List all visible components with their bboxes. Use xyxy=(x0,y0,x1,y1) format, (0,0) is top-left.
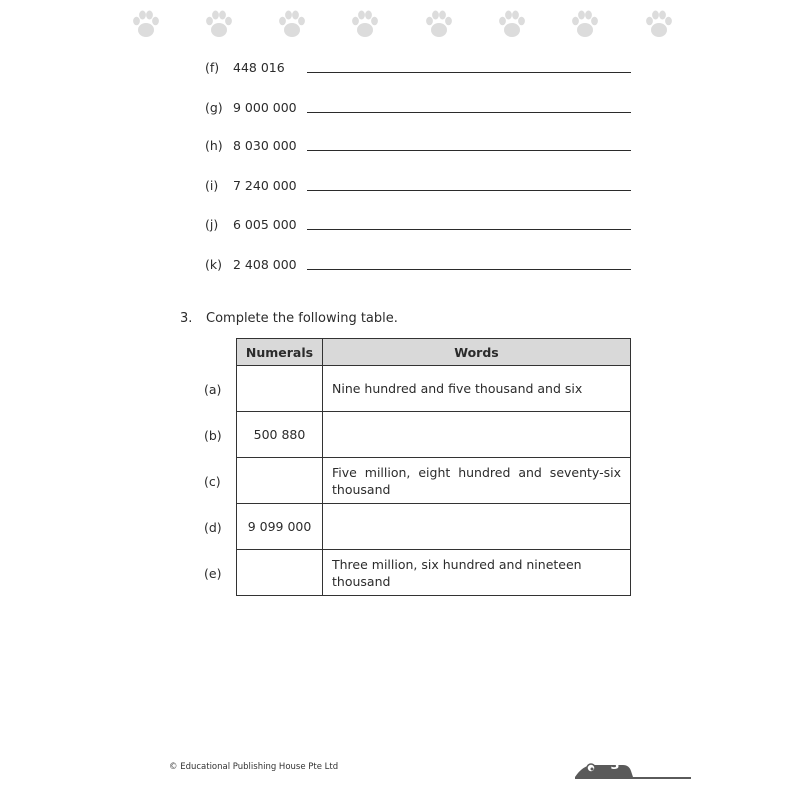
item-numeral: 7 240 000 xyxy=(233,178,297,193)
paw-print-icon xyxy=(570,8,600,40)
numeral-cell[interactable] xyxy=(237,550,323,596)
answer-line[interactable] xyxy=(307,229,631,230)
table-row xyxy=(237,412,631,458)
table-row xyxy=(237,550,631,596)
words-cell[interactable] xyxy=(323,412,631,458)
row-label: (d) xyxy=(204,520,222,535)
words-cell: Five million, eight hundred and seventy-six thousand xyxy=(323,458,631,504)
item-numeral: 6 005 000 xyxy=(233,217,297,232)
item-label: (k) xyxy=(205,257,222,272)
item-numeral: 448 016 xyxy=(233,60,285,75)
answer-line[interactable] xyxy=(307,190,631,191)
row-label: (e) xyxy=(204,566,222,581)
table-row xyxy=(237,504,631,550)
numeral-cell: 9 099 000 xyxy=(237,504,323,550)
answer-line[interactable] xyxy=(307,72,631,73)
paw-print-icon xyxy=(644,8,674,40)
item-numeral: 8 030 000 xyxy=(233,138,297,153)
answer-line[interactable] xyxy=(307,112,631,113)
question-number: 3. xyxy=(180,311,193,326)
table-row xyxy=(237,366,631,412)
answer-line[interactable] xyxy=(307,269,631,270)
item-label: (h) xyxy=(205,138,223,153)
paw-print-icon xyxy=(277,8,307,40)
question-item xyxy=(0,98,800,122)
item-numeral: 2 408 000 xyxy=(233,257,297,272)
words-header: Words xyxy=(323,339,631,366)
paw-print-icon xyxy=(424,8,454,40)
item-label: (g) xyxy=(205,100,223,115)
table-row xyxy=(237,458,631,504)
item-label: (f) xyxy=(205,60,220,75)
words-cell[interactable] xyxy=(323,504,631,550)
page-number: 3 xyxy=(610,758,620,773)
question-item xyxy=(0,255,800,279)
row-label: (a) xyxy=(204,382,222,397)
question-item xyxy=(0,58,800,82)
words-cell: Three million, six hundred and nineteen thousand xyxy=(323,550,631,596)
paw-print-icon xyxy=(497,8,527,40)
paw-print-icon xyxy=(204,8,234,40)
row-label: (b) xyxy=(204,428,222,443)
item-label: (j) xyxy=(205,217,219,232)
item-numeral: 9 000 000 xyxy=(233,100,297,115)
paw-print-header xyxy=(0,0,800,48)
question-item xyxy=(0,136,800,160)
numerals-header: Numerals xyxy=(237,339,323,366)
question-item xyxy=(0,215,800,239)
numeral-cell: 500 880 xyxy=(237,412,323,458)
table-header-row xyxy=(237,339,631,366)
question-instruction: Complete the following table. xyxy=(206,311,398,326)
answer-line[interactable] xyxy=(307,150,631,151)
numerals-words-table xyxy=(236,338,631,596)
words-cell: Nine hundred and five thousand and six xyxy=(323,366,631,412)
row-label: (c) xyxy=(204,474,221,489)
item-label: (i) xyxy=(205,178,219,193)
question-item xyxy=(0,176,800,200)
paw-print-icon xyxy=(350,8,380,40)
copyright-notice: © Educational Publishing House Pte Ltd xyxy=(169,762,339,772)
paw-print-icon xyxy=(131,8,161,40)
numeral-cell[interactable] xyxy=(237,458,323,504)
numeral-cell[interactable] xyxy=(237,366,323,412)
page-number-tab xyxy=(573,755,693,781)
mouse-tab-icon xyxy=(573,755,693,781)
